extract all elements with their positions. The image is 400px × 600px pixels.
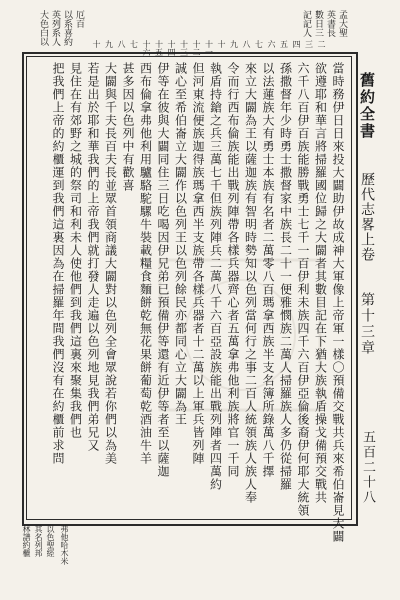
verse-number: 十五: [154, 40, 164, 56]
text-column: 若是出於耶和華我們的上帝我們就打發人走遍以色列地見我們弟兄又: [86, 62, 100, 452]
verse-number: 十三: [179, 40, 189, 56]
text-column: 伊等在彼與大闢同住三日吃喝因伊兄弟已預備伊等還有近伊等者至以薩迦: [156, 62, 170, 478]
text-column: 但河東流便族迦得族瑪拿西半支族帶各樣兵器者十二萬以上軍兵皆列陣: [191, 62, 205, 465]
stamp-icon: [150, 250, 330, 420]
book-title: 舊約全書: [358, 72, 376, 140]
text-column: 當時務伊日日來投大闢助伊故成神大軍像上帝軍一樣〇預備交戰共兵來希伯崙見大闢: [331, 62, 345, 543]
header-note-right-2: 英書長: [325, 10, 335, 37]
footer-note: 林譜約櫃: [22, 525, 31, 557]
watermark-stamp: [150, 250, 330, 420]
header-note-right-3: 數日三: [313, 10, 323, 37]
text-column: 見住在有郊野之城的祭司和利未人使他們到我們這裏來聚集我們也: [68, 62, 83, 439]
verse-number: 三: [304, 40, 314, 48]
header-note-right: 孟大聖: [337, 10, 347, 37]
text-column: 欲遵耶和華言將掃羅國位歸之大闢者其數目記在下猶大族執盾操戈備預交戰共: [313, 62, 328, 504]
verse-number: 七: [129, 40, 139, 48]
text-column: 令而行西布倫族能出戰列陣帶各樣兵器齊心者五萬拿弗他利族將官一千同: [226, 62, 240, 478]
text-column: 大闢與千夫長百夫長並眾首領商議大闢對以色列全會眾說若你們以為美: [103, 62, 118, 465]
verse-number: 十: [217, 40, 226, 48]
chapter-title: 第十三章: [359, 292, 375, 356]
verse-number: 八: [117, 40, 126, 48]
verse-number: 六: [267, 40, 276, 48]
text-column: 誠心至希伯崙立大闢作以色列王以色列餘民亦都同心立大闢為王: [173, 62, 188, 426]
text-column: 執盾持鎗之兵三萬七千但族列陣兵二萬八千六百亞設族能出戰列陣者四萬約: [208, 62, 223, 491]
verse-number: 四: [292, 40, 301, 48]
verse-number: 十一: [204, 40, 214, 56]
footer-note-4: 弗他哈木米: [60, 525, 69, 565]
verse-number: 五: [279, 40, 289, 48]
header-note-left: 大色白以: [38, 10, 48, 46]
text-column: 孫撒督年少時勇士撒督家中族長二十一便雅憫族二萬人掃羅族人多仍從掃羅: [278, 62, 293, 491]
footer-note-2: 其名列邦: [34, 525, 43, 557]
verse-number: 十二: [192, 40, 201, 56]
header-note-right-4: 記記人: [301, 10, 311, 37]
header-note-left-4: 厄百: [74, 10, 84, 28]
verse-number: 八: [242, 40, 251, 48]
text-column: 把我們上帝的約櫃運到我們這裏因為在掃羅年間我們沒有在約櫃前求問: [51, 62, 65, 465]
section-title: 歷代志畧上卷: [359, 172, 375, 262]
text-column: 來立大闢為王以薩迦族有智明時勢知以色列當何行之事二百人統領族人族人奉: [243, 62, 258, 504]
verse-number: 九: [104, 40, 114, 48]
header-note-left-3: 以系喜約: [62, 10, 72, 46]
text-column: 六千八百伊百族能勝戰勇士七千一百伊利未族四千六百伊亞倫後裔伊何耶大統領: [296, 62, 310, 517]
verse-number: 七: [254, 40, 264, 48]
verse-number: 十六: [142, 40, 151, 56]
footer-notes: [20, 525, 380, 585]
verse-number: 二: [317, 40, 326, 48]
verse-number: 九: [229, 40, 239, 48]
text-column: 西布倫拿弗他利用驢駱駝騾牛裝載糧食麵餅乾無花果餅葡萄乾酒油牛羊: [138, 62, 153, 465]
verse-number: 十四: [167, 40, 176, 56]
text-column: 甚多因以色列中有歡喜: [121, 62, 135, 192]
verse-number: 十: [92, 40, 101, 48]
footer-note-3: 以色聖經: [46, 525, 55, 557]
header-note-left-2: 英列系人: [50, 10, 60, 46]
page-number: 五百二十八: [360, 430, 375, 505]
text-column: 以法蓮族大有勇士本族有名者二萬零八百瑪拿西族半支名簿所錄萬八千擇: [261, 62, 275, 478]
